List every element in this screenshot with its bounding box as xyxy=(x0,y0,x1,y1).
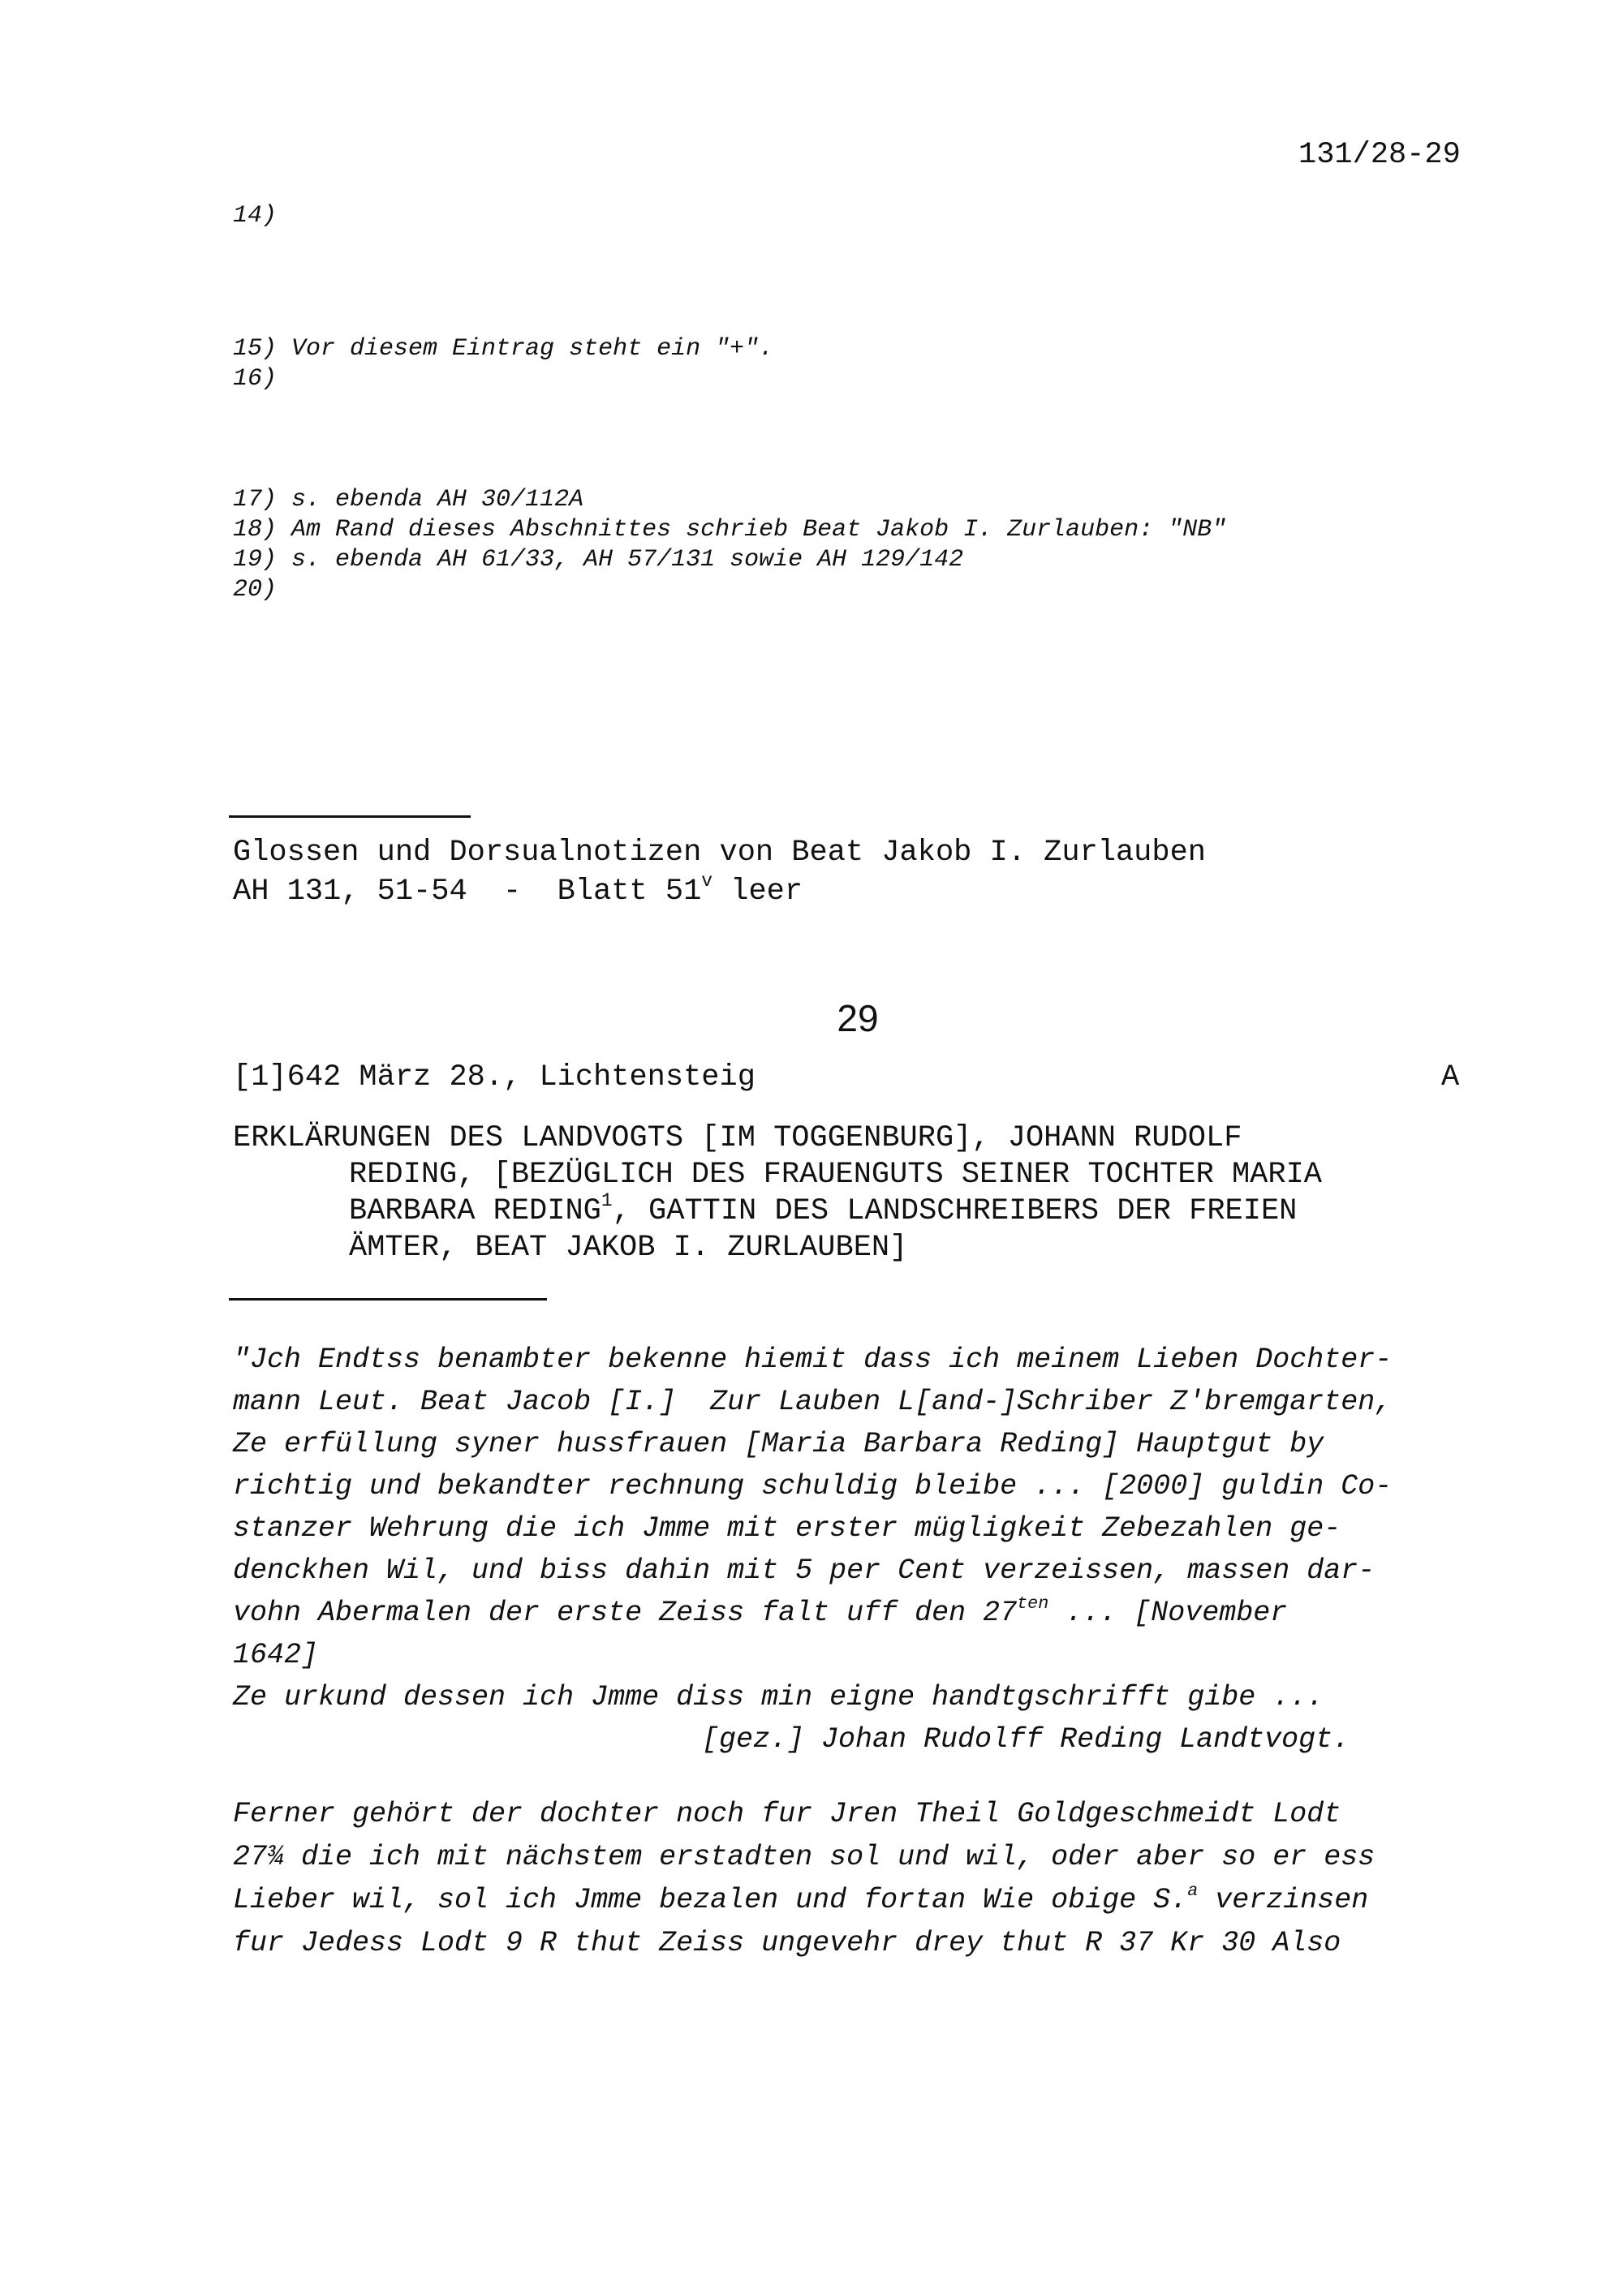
text-line-part: ... [November xyxy=(1048,1597,1288,1629)
text-line: 27¾ die ich mit nächstem erstadten sol und wil, oder aber so er ess xyxy=(233,1841,1375,1873)
footnote-14: 14) xyxy=(233,202,278,230)
footnote-20: 20) xyxy=(233,576,278,604)
text-line xyxy=(233,1879,1368,1921)
text-line xyxy=(233,1592,1287,1634)
abbreviation-superscript: a xyxy=(1187,1880,1199,1901)
verso-superscript: v xyxy=(701,870,713,892)
text-line-part: Lieber wil, sol ich Jmme bezalen und fortan Wie obige S. xyxy=(233,1884,1188,1916)
footnote-15: 15) Vor diesem Eintrag steht ein "+". xyxy=(233,335,774,363)
text-line: stanzer Wehrung die ich Jmme mit erster mügligkeit Zebezahlen ge- xyxy=(233,1512,1341,1545)
ordinal-superscript: ten xyxy=(1017,1593,1049,1614)
text-line: fur Jedess Lodt 9 R thut Zeiss ungevehr drey thut R 37 Kr 30 Also xyxy=(233,1927,1341,1959)
text-line: mann Leut. Beat Jacob [I.] Zur Lauben L[and-]Schriber Z'bremgarten, xyxy=(233,1386,1393,1418)
text-line: Ferner gehört der dochter noch fur Jren Theil Goldgeschmeidt Lodt xyxy=(233,1798,1341,1830)
title-line-2: REDING, [BEZÜGLICH DES FRAUENGUTS SEINER TOCHTER MARIA xyxy=(349,1158,1322,1192)
text-line: richtig und bekandter rechnung schuldig bleibe ... [2000] guldin Co- xyxy=(233,1470,1393,1503)
divider-top xyxy=(229,815,471,818)
signature-line: [gez.] Johan Rudolff Reding Landtvogt. xyxy=(702,1723,1350,1756)
text-line-part: verzinsen xyxy=(1198,1884,1369,1916)
footnote-17: 17) s. ebenda AH 30/112A xyxy=(233,486,584,514)
title-line-3-text: BARBARA REDING xyxy=(349,1194,601,1228)
footnote-16: 16) xyxy=(233,365,278,393)
text-line: Ze erfüllung syner hussfrauen [Maria Barbara Reding] Hauptgut by xyxy=(233,1428,1324,1460)
title-line-4: ÄMTER, BEAT JAKOB I. ZURLAUBEN] xyxy=(349,1231,908,1265)
text-line: "Jch Endtss benambter bekenne hiemit dass ich meinem Lieben Dochter- xyxy=(233,1344,1393,1376)
footnote-18: 18) Am Rand dieses Abschnittes schrieb Beat Jakob I. Zurlauben: "NB" xyxy=(233,516,1227,544)
sheet-note xyxy=(233,872,803,911)
date-place: [1]642 März 28., Lichtensteig xyxy=(233,1060,756,1094)
text-line-part: vohn Abermalen der erste Zeiss falt uff den 27 xyxy=(233,1597,1018,1629)
title-line-3-rest: , GATTIN DES LANDSCHREIBERS DER FREIEN xyxy=(612,1194,1298,1228)
document-number: 29 xyxy=(837,997,879,1039)
text-line: Ze urkund dessen ich Jmme diss min eigne handtgschrifft gibe ... xyxy=(233,1681,1324,1713)
title-line-1: ERKLÄRUNGEN DES LANDVOGTS [IM TOGGENBURG], JOHANN RUDOLF xyxy=(233,1121,1242,1155)
divider-title xyxy=(229,1298,547,1301)
sheet-note-text: AH 131, 51-54 - Blatt 51 xyxy=(233,875,702,909)
footnote-19: 19) s. ebenda AH 61/33, AH 57/131 sowie AH 129/142 xyxy=(233,546,964,574)
sheet-note-suffix: leer xyxy=(712,875,803,909)
version-mark: A xyxy=(1441,1060,1460,1094)
page-number: 131/28-29 xyxy=(1298,138,1461,172)
text-line: 1642] xyxy=(233,1639,319,1671)
text-line: denckhen Wil, und biss dahin mit 5 per Cent verzeissen, massen dar- xyxy=(233,1554,1375,1587)
title-line-3 xyxy=(349,1189,1298,1230)
footnote-marker-1: 1 xyxy=(601,1189,613,1211)
gloss-note: Glossen und Dorsualnotizen von Beat Jakob I. Zurlauben xyxy=(233,836,1206,870)
